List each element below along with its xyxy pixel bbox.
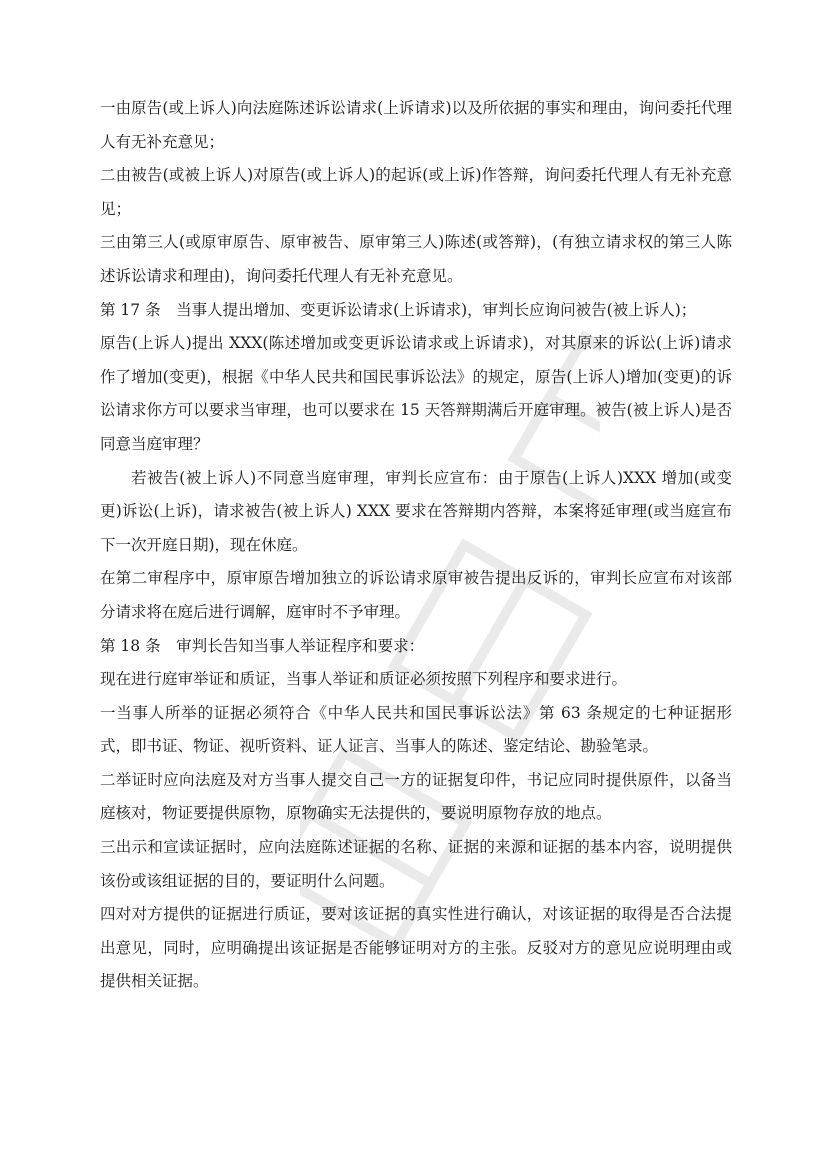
paragraph-5: 原告(上诉人)提出 XXX(陈述增加或变更诉讼请求或上诉请求)，对其原来的诉讼(上诉)请求作了增加(变更)，根据《中华人民共和国民事诉讼法》的规定，原告(上诉人)增加(变更)的诉讼请求你方可以要求当审理，也可以要求在 15 天答辩期满后开庭审理。被告(被上诉人)是否同意当庭审理？ bbox=[100, 334, 732, 453]
paragraph-2: 二由被告(或被上诉人)对原告(或上诉人)的起诉(或上诉)作答辩，询问委托代理人有无补充意见； bbox=[100, 166, 732, 218]
paragraph-1: 一由原告(或上诉人)向法庭陈述诉讼请求(上诉请求)以及所依据的事实和理由，询问委托代理人有无补充意见； bbox=[100, 99, 732, 151]
article-18-heading: 第 18 条 审判长告知当事人举证程序和要求： bbox=[100, 636, 425, 655]
paragraph-3: 三由第三人(或原审原告、原审被告、原审第三人)陈述(或答辩)，(有独立请求权的第三人陈述诉讼请求和理由)，询问委托代理人有无补充意见。 bbox=[100, 233, 732, 285]
article-17-heading: 第 17 条 当事人提出增加、变更诉讼请求(上诉请求)，审判长应询问被告(被上诉人)； bbox=[100, 300, 697, 319]
paragraph-12: 三出示和宣读证据时，应向法庭陈述证据的名称、证据的来源和证据的基本内容，说明提供该份或该组证据的目的，要证明什么问题。 bbox=[100, 838, 732, 890]
paragraph-13: 四对对方提供的证据进行质证，要对该证据的真实性进行确认，对该证据的取得是否合法提出意见，同时，应明确提出该证据是否能够证明对方的主张。反驳对方的意见应说明理由或提供相关证据。 bbox=[100, 905, 732, 991]
paragraph-6: 若被告(被上诉人)不同意当庭审理，审判长应宣布：由于原告(上诉人)XXX 增加(或变更)诉讼(上诉)，请求被告(被上诉人) XXX 要求在答辩期内答辩，本案将延审理(或当庭宣布下一次开庭日期)，现在休庭。 bbox=[100, 468, 732, 554]
paragraph-11: 二举证时应向法庭及对方当事人提交自己一方的证据复印件，书记应同时提供原件，以备当庭核对，物证要提供原物，原物确实无法提供的，要说明原物存放的地点。 bbox=[100, 770, 732, 823]
paragraph-10: 一当事人所举的证据必须符合《中华人民共和国民事诉讼法》第 63 条规定的七种证据形式，即书证、物证、视听资料、证人证言、当事人的陈述、鉴定结论、勘验笔录。 bbox=[100, 703, 732, 756]
paragraph-9: 现在进行庭审举证和质证，当事人举证和质证必须按照下列程序和要求进行。 bbox=[100, 670, 628, 689]
paragraph-7: 在第二审程序中，原审原告增加独立的诉讼请求原审被告提出反诉的，审判长应宣布对该部分请求将在庭后进行调解，庭审时不予审理。 bbox=[100, 569, 732, 621]
document-body bbox=[100, 92, 732, 999]
